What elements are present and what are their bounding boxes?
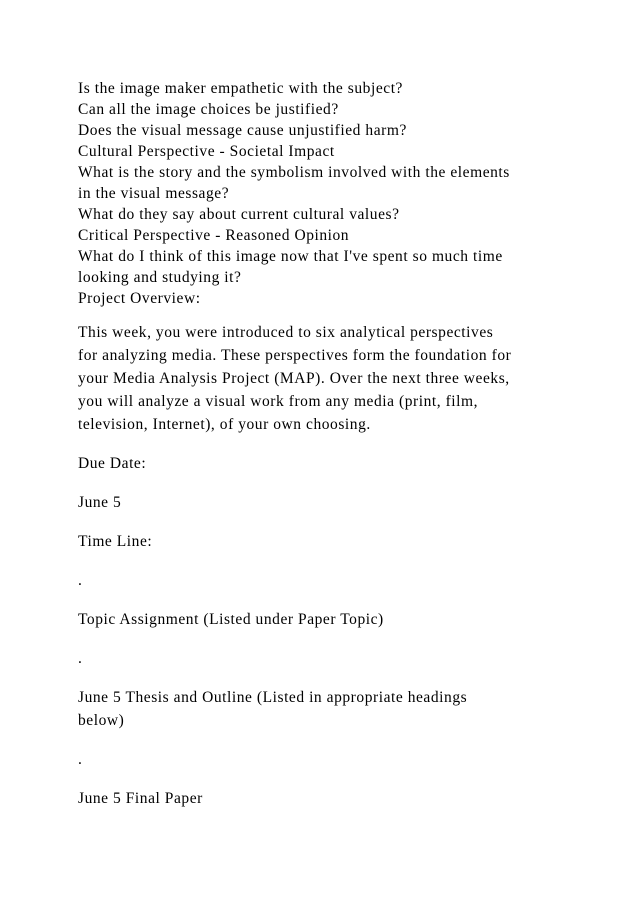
bullet-dot: . [78,751,83,768]
paragraph-line: your Media Analysis Project (MAP). Over the next three weeks, [78,370,510,387]
section-heading: Cultural Perspective - Societal Impact [78,143,335,160]
section-heading: Project Overview: [78,290,201,307]
text-line: What do I think of this image now that I've spent so much time [78,248,503,265]
paragraph-line: television, Internet), of your own choosing. [78,416,371,433]
timeline-label: Time Line: [78,533,153,550]
bullet-dot: . [78,572,83,589]
due-date-label: Due Date: [78,455,147,472]
text-line: What do they say about current cultural values? [78,206,400,223]
timeline-item: June 5 Thesis and Outline (Listed in appropriate headings [78,689,468,706]
paragraph-line: you will analyze a visual work from any media (print, film, [78,393,479,410]
text-line: in the visual message? [78,185,230,202]
text-line: Can all the image choices be justified? [78,101,339,118]
paragraph-line: This week, you were introduced to six analytical perspectives [78,324,494,341]
timeline-item: below) [78,712,125,729]
paragraph-line: for analyzing media. These perspectives form the foundation for [78,347,512,364]
bullet-dot: . [78,650,83,667]
section-heading: Critical Perspective - Reasoned Opinion [78,227,350,244]
text-line: Does the visual message cause unjustified harm? [78,122,407,139]
text-line: What is the story and the symbolism involved with the elements [78,164,510,181]
timeline-item: Topic Assignment (Listed under Paper Topic) [78,611,384,628]
due-date-value: June 5 [78,494,122,511]
timeline-item: June 5 Final Paper [78,790,203,807]
text-line: looking and studying it? [78,269,242,286]
text-line: Is the image maker empathetic with the subject? [78,80,403,97]
